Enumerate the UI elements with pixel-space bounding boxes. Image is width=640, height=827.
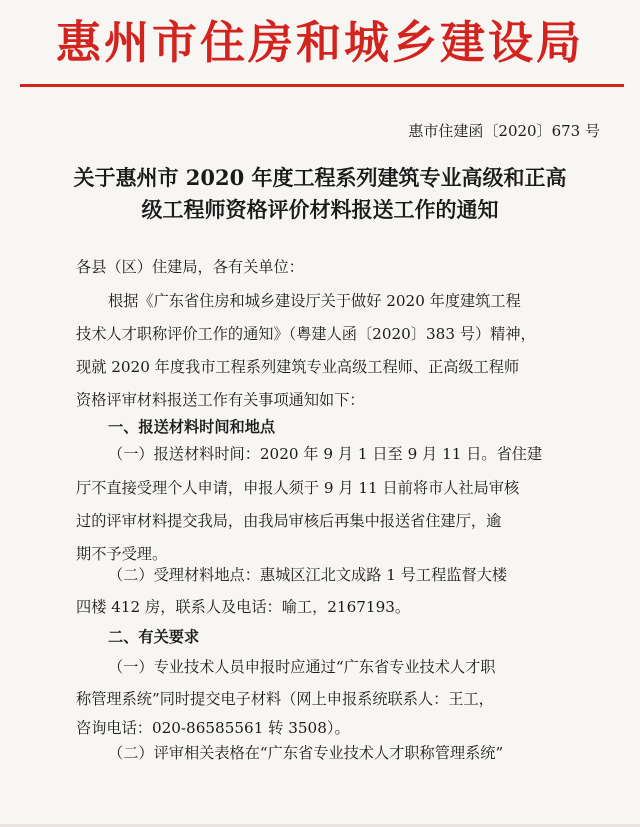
s2-p1-line-2: 称管理系统”同时提交电子材料（网上申报系统联系人：王工， (76, 690, 494, 708)
title-line-1: 关于惠州市 2020 年度工程系列建筑专业高级和正高 (73, 165, 567, 190)
s1-p2-line-1: （二）受理材料地点：惠城区江北文成路 1 号工程监督大楼 (108, 566, 508, 584)
document-number: 惠市住建函〔2020〕673 号 (408, 122, 600, 140)
letterhead: 惠州市住房和城乡建设局 (55, 16, 584, 69)
s1-p1-line-3: 过的评审材料提交我局，由我局审核后再集中报送省住建厅，逾 (76, 512, 502, 530)
intro-line-1: 根据《广东省住房和城乡建设厅关于做好 2020 年度建筑工程 (108, 292, 521, 310)
s2-p1-line-1: （一）专业技术人员申报时应通过“广东省专业技术人才职 (108, 658, 496, 676)
s1-p1-line-1: （一）报送材料时间：2020 年 9 月 1 日至 9 月 11 日。省住建 (108, 445, 543, 463)
document-title (40, 162, 600, 226)
s2-p1-line-3: 咨询电话：020-86585561 转 3508）。 (76, 719, 350, 737)
s1-p1-line-2: 厅不直接受理个人申请，申报人须于 9 月 11 日前将市人社局审核 (76, 479, 520, 497)
intro-line-4: 资格评审材料报送工作有关事项通知如下： (76, 391, 365, 409)
s1-p2-line-2: 四楼 412 房，联系人及电话：喻工，2167193。 (76, 598, 411, 616)
intro-line-3: 现就 2020 年度我市工程系列建筑专业高级工程师、正高级工程师 (76, 358, 520, 376)
title-line-2: 级工程师资格评价材料报送工作的通知 (141, 197, 499, 222)
section-2-heading: 二、有关要求 (108, 628, 200, 646)
s2-p2-line-1: （二）评审相关表格在“广东省专业技术人才职称管理系统” (108, 744, 504, 762)
intro-line-2: 技术人才职称评价工作的通知》（粤建人函〔2020〕383 号）精神， (76, 325, 536, 343)
s1-p1-line-4: 期不予受理。 (76, 545, 168, 563)
section-1-heading: 一、报送材料时间和地点 (108, 418, 276, 436)
letterhead-rule (20, 84, 624, 87)
salutation: 各县（区）住建局，各有关单位： (76, 258, 304, 276)
